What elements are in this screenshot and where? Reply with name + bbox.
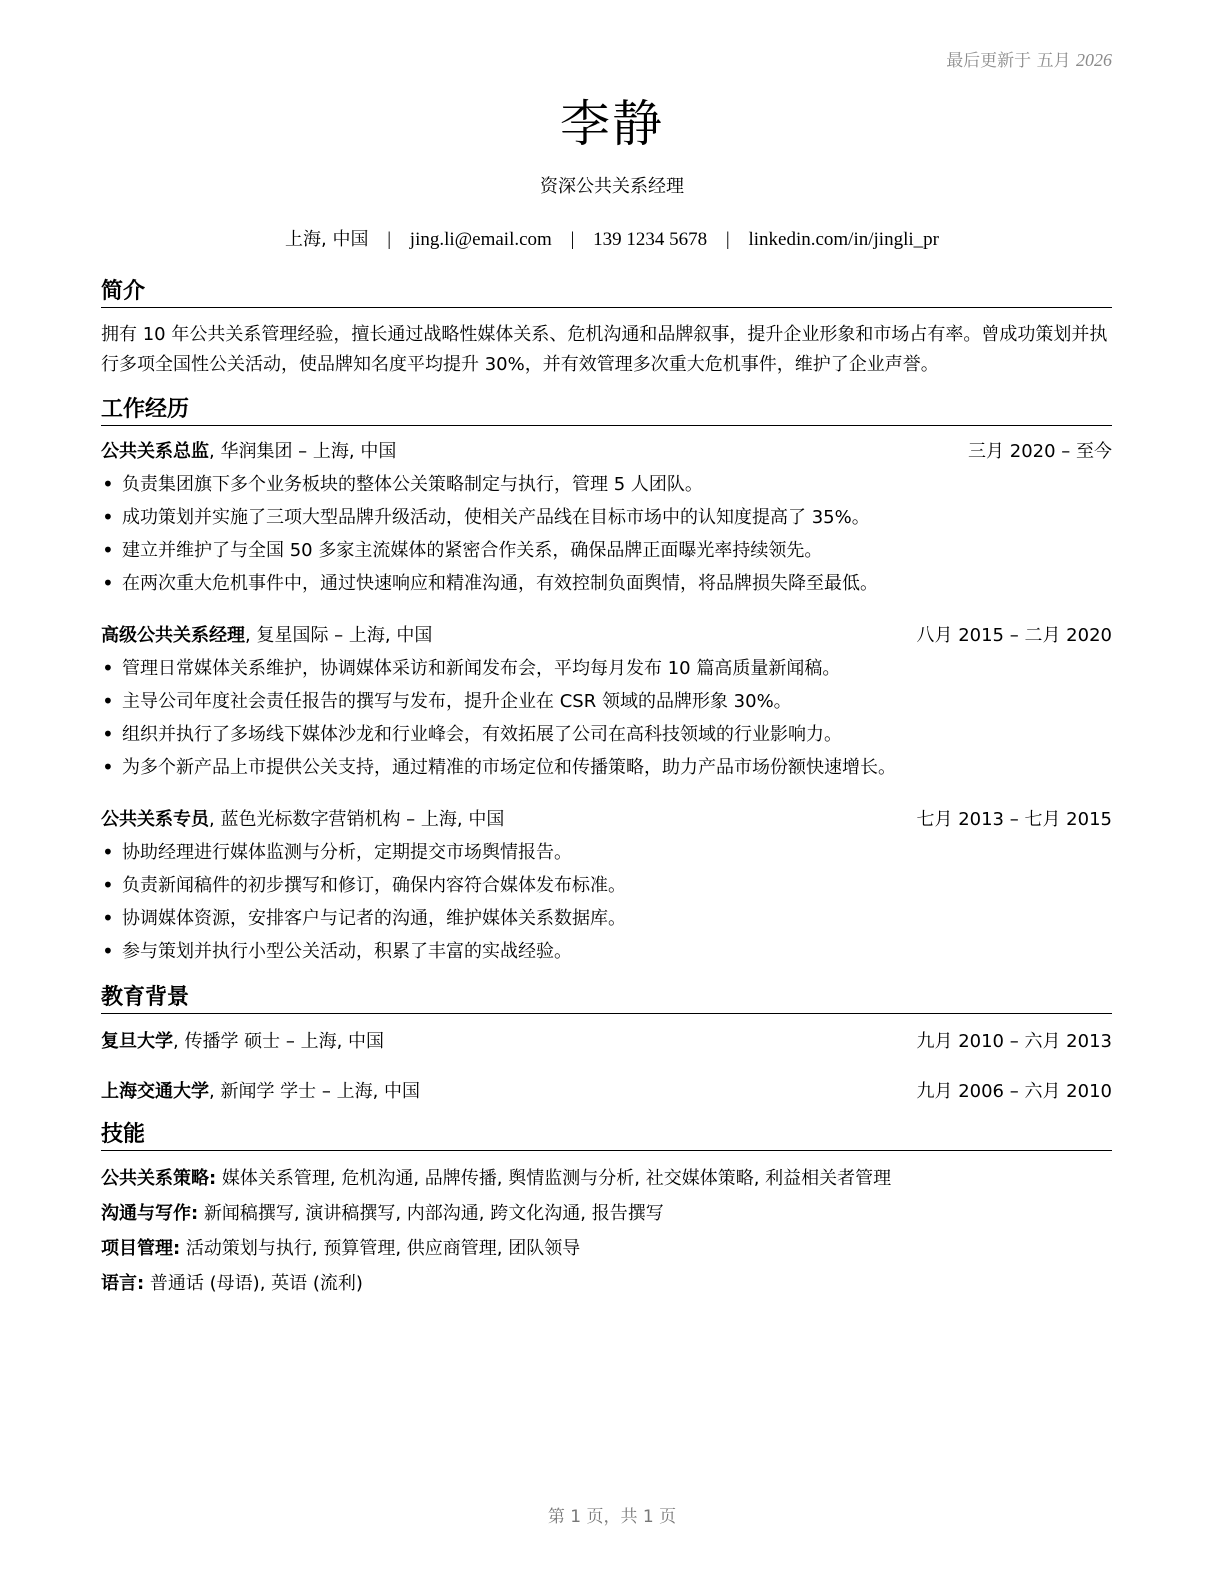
contact-line [0, 225, 1224, 251]
job-bullet: • 负责新闻稿件的初步撰写和修订，确保内容符合媒体发布标准。 [101, 869, 1112, 902]
job-bullet: • 在两次重大危机事件中，通过快速响应和精准沟通，有效控制负面舆情，将品牌损失降至最低。 [101, 567, 1112, 600]
page-number: 第 1 页，共 1 页 [547, 1507, 677, 1527]
contact-separator: | [570, 229, 575, 250]
job-bullet: • 协调媒体资源，安排客户与记者的沟通，维护媒体关系数据库。 [101, 902, 1112, 935]
school-name: 复旦大学 [101, 1031, 173, 1052]
skills-section [101, 1121, 1112, 1301]
skill-value: 普通话 (母语), 英语 (流利) [144, 1273, 363, 1294]
job-org: , 蓝色光标数字营销机构 – 上海, 中国 [209, 809, 505, 830]
skill-label: 沟通与写作: [101, 1203, 199, 1224]
job-title: 公共关系总监 [101, 441, 209, 462]
skill-value: 新闻稿撰写, 演讲稿撰写, 内部沟通, 跨文化沟通, 报告撰写 [198, 1203, 664, 1224]
skill-value: 媒体关系管理, 危机沟通, 品牌传播, 舆情监测与分析, 社交媒体策略, 利益相关者管理 [216, 1168, 892, 1189]
experience-section [101, 396, 1112, 968]
education-section [101, 984, 1112, 1105]
job-dates: 七月 2013 – 七月 2015 [916, 809, 1112, 830]
section-heading-experience: 工作经历 [101, 396, 1112, 426]
resume-content [101, 278, 1112, 1301]
job-bullet: • 主导公司年度社会责任报告的撰写与发布，提升企业在 CSR 领域的品牌形象 30%。 [101, 685, 1112, 718]
candidate-name: 李静 [560, 95, 664, 153]
last-updated-label: 最后更新于 五月 [946, 51, 1071, 71]
job-bullet: • 管理日常媒体关系维护，协调媒体采访和新闻发布会，平均每月发布 10 篇高质量新闻稿。 [101, 652, 1112, 685]
skill-row [101, 1231, 1112, 1266]
section-heading-summary: 简介 [101, 278, 1112, 308]
job-header [101, 622, 1112, 649]
skill-row [101, 1161, 1112, 1196]
contact-linkedin[interactable]: linkedin.com/in/jingli_pr [748, 229, 939, 250]
job-role [101, 438, 396, 465]
contact-location: 上海, 中国 [285, 229, 369, 250]
school-name: 上海交通大学 [101, 1081, 209, 1102]
skill-label: 语言: [101, 1273, 145, 1294]
summary-text: 拥有 10 年公共关系管理经验，擅长通过战略性媒体关系、危机沟通和品牌叙事，提升企业形象和市场占有率。曾成功策划并执行多项全国性公关活动，使品牌知名度平均提升 30%，并有效管理多次重大危机事件，维护了企业声誉。 [101, 324, 1108, 375]
skill-row [101, 1196, 1112, 1231]
job-org: , 复星国际 – 上海, 中国 [245, 625, 433, 646]
last-updated-year: 2026 [1076, 50, 1112, 70]
section-heading-education: 教育背景 [101, 984, 1112, 1014]
degree-detail: , 传播学 硕士 – 上海, 中国 [173, 1031, 385, 1052]
job-role [101, 622, 432, 649]
skills-list [101, 1161, 1112, 1301]
skill-row [101, 1266, 1112, 1301]
section-heading-skills: 技能 [101, 1121, 1112, 1151]
degree-detail: , 新闻学 学士 – 上海, 中国 [209, 1081, 421, 1102]
job-bullets [101, 652, 1112, 784]
job-bullet: • 负责集团旗下多个业务板块的整体公关策略制定与执行，管理 5 人团队。 [101, 468, 1112, 501]
job-bullet: • 建立并维护了与全国 50 多家主流媒体的紧密合作关系，确保品牌正面曝光率持续领先。 [101, 534, 1112, 567]
job-header [101, 438, 1112, 465]
education-degree [101, 1028, 384, 1055]
job-org: , 华润集团 – 上海, 中国 [209, 441, 397, 462]
job-bullets [101, 468, 1112, 600]
job-bullet: • 为多个新产品上市提供公关支持，通过精准的市场定位和传播策略，助力产品市场份额快速增长。 [101, 751, 1112, 784]
job-entry [101, 622, 1112, 784]
candidate-title: 资深公共关系经理 [540, 176, 684, 197]
job-header [101, 806, 1112, 833]
job-dates: 八月 2015 – 二月 2020 [916, 625, 1112, 646]
skill-value: 活动策划与执行, 预算管理, 供应商管理, 团队领导 [180, 1238, 581, 1259]
job-bullet: • 成功策划并实施了三项大型品牌升级活动，使相关产品线在目标市场中的认知度提高了 35%。 [101, 501, 1112, 534]
job-dates: 三月 2020 – 至今 [968, 441, 1112, 462]
job-title: 公共关系专员 [101, 809, 209, 830]
education-dates: 九月 2006 – 六月 2010 [916, 1081, 1112, 1102]
education-dates: 九月 2010 – 六月 2013 [916, 1031, 1112, 1052]
education-entry [101, 1078, 1112, 1105]
skill-label: 公共关系策略: [101, 1168, 217, 1189]
job-bullet: • 参与策划并执行小型公关活动，积累了丰富的实战经验。 [101, 935, 1112, 968]
skill-label: 项目管理: [101, 1238, 181, 1259]
job-bullet: • 协助经理进行媒体监测与分析，定期提交市场舆情报告。 [101, 836, 1112, 869]
job-bullet: • 组织并执行了多场线下媒体沙龙和行业峰会，有效拓展了公司在高科技领域的行业影响力。 [101, 718, 1112, 751]
job-entry [101, 806, 1112, 968]
summary-section [101, 278, 1112, 380]
contact-separator: | [725, 229, 730, 250]
job-title: 高级公共关系经理 [101, 625, 245, 646]
contact-email[interactable]: jing.li@email.com [409, 229, 552, 250]
contact-phone: 139 1234 5678 [593, 229, 708, 250]
last-updated [946, 46, 1112, 71]
job-bullets [101, 836, 1112, 968]
contact-separator: | [387, 229, 392, 250]
education-degree [101, 1078, 420, 1105]
education-entry [101, 1028, 1112, 1055]
job-entry [101, 438, 1112, 600]
job-role [101, 806, 504, 833]
